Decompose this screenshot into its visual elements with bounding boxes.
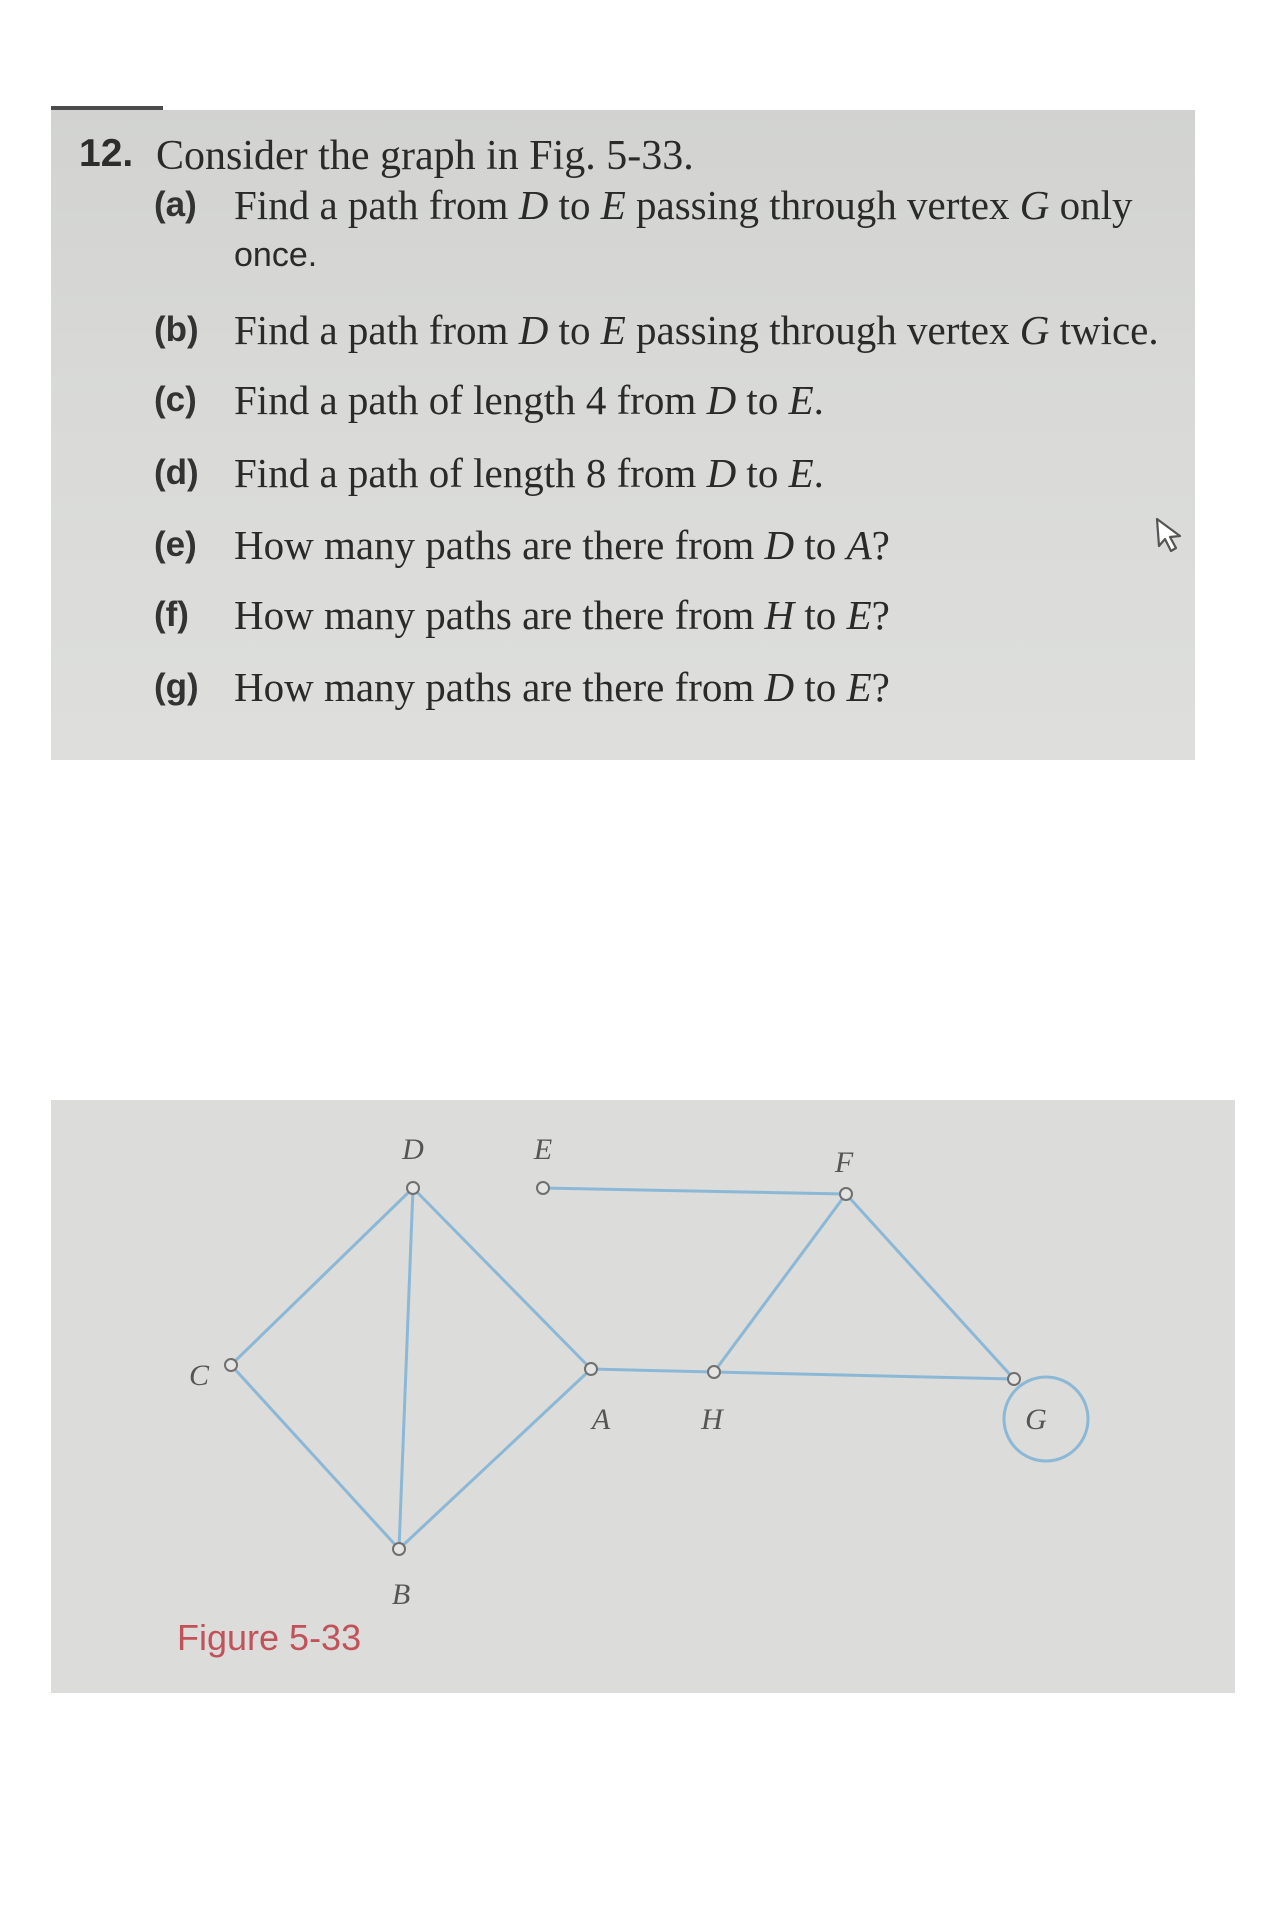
text-run: Find a path from <box>234 307 519 353</box>
vertex-name: G <box>1019 307 1050 353</box>
text-run: Find a path from <box>234 182 519 228</box>
vertex-label-G: G <box>1025 1402 1047 1436</box>
edge-D-B <box>399 1188 413 1549</box>
text-run: . <box>813 377 824 423</box>
edge-E-F <box>543 1188 846 1194</box>
edge-H-F <box>714 1194 846 1372</box>
vertex-name: D <box>764 664 795 710</box>
text-run: only <box>1049 182 1133 228</box>
part-text <box>234 590 890 640</box>
part-label: (g) <box>154 667 199 706</box>
vertex-name: D <box>706 377 737 423</box>
part-continuation: once. <box>234 236 318 274</box>
part-label: (a) <box>154 185 197 224</box>
vertex-name: E <box>788 450 814 496</box>
text-run: ? <box>871 522 890 568</box>
text-run: Find a path of length 8 from <box>234 450 707 496</box>
part-label: (b) <box>154 310 199 349</box>
vertex-label-C: C <box>188 1358 210 1392</box>
vertex-name: D <box>518 182 549 228</box>
part-text <box>234 375 824 425</box>
edge-D-A <box>413 1188 591 1369</box>
vertex-name: E <box>600 307 626 353</box>
vertex-G <box>1008 1373 1020 1385</box>
text-run: to <box>794 522 847 568</box>
part-text <box>234 662 890 712</box>
vertex-name: E <box>788 377 814 423</box>
text-run: twice. <box>1049 307 1159 353</box>
text-run: to <box>548 182 601 228</box>
vertex-label-E: E <box>533 1132 553 1166</box>
figure-caption: Figure 5-33 <box>177 1617 362 1658</box>
edge-H-G <box>714 1372 1014 1379</box>
vertex-name: E <box>600 182 626 228</box>
vertex-D <box>407 1182 419 1194</box>
vertex-name: D <box>764 522 795 568</box>
figure-panel <box>51 1100 1235 1693</box>
text-run: to <box>794 592 847 638</box>
text-run: How many paths are there from <box>234 592 765 638</box>
text-run: passing through vertex <box>625 307 1020 353</box>
text-run: Find a path of length 4 from <box>234 377 707 423</box>
vertex-E <box>537 1182 549 1194</box>
mouse-cursor-icon <box>1153 516 1187 556</box>
part-text <box>234 448 824 498</box>
text-run: passing through vertex <box>625 182 1020 228</box>
text-run: How many paths are there from <box>234 522 765 568</box>
vertex-name: A <box>846 522 872 568</box>
question-stem: Consider the graph in Fig. 5-33. <box>156 133 694 179</box>
edge-F-G <box>846 1194 1014 1379</box>
vertex-label-B: B <box>391 1577 411 1611</box>
vertex-name: G <box>1019 182 1050 228</box>
graph-figure <box>51 1100 1235 1693</box>
vertex-F <box>840 1188 852 1200</box>
question-number: 12. <box>79 132 134 175</box>
part-text <box>234 305 1159 355</box>
part-label: (f) <box>154 595 189 634</box>
text-run: to <box>736 450 789 496</box>
problem-panel <box>51 110 1195 760</box>
vertex-label-H: H <box>701 1402 723 1436</box>
part-label: (e) <box>154 525 197 564</box>
part-text <box>234 180 1133 230</box>
vertex-name: E <box>846 592 872 638</box>
vertex-B <box>393 1543 405 1555</box>
vertex-label-A: A <box>591 1402 611 1436</box>
vertex-H <box>708 1366 720 1378</box>
vertex-A <box>585 1363 597 1375</box>
part-text <box>234 520 890 570</box>
edge-A-H <box>591 1369 714 1372</box>
part-label: (d) <box>154 453 199 492</box>
vertex-label-F: F <box>834 1145 854 1179</box>
edge-C-B <box>231 1365 399 1549</box>
text-run: to <box>548 307 601 353</box>
text-run: to <box>794 664 847 710</box>
text-run: to <box>736 377 789 423</box>
text-run: ? <box>871 592 890 638</box>
vertex-name: E <box>846 664 872 710</box>
vertex-C <box>225 1359 237 1371</box>
text-run: How many paths are there from <box>234 664 765 710</box>
text-run: . <box>813 450 824 496</box>
vertex-name: D <box>518 307 549 353</box>
vertex-name: D <box>706 450 737 496</box>
text-run: ? <box>871 664 890 710</box>
vertex-label-D: D <box>402 1132 424 1166</box>
part-label: (c) <box>154 380 197 419</box>
vertex-name: H <box>764 592 795 638</box>
edge-B-A <box>399 1369 591 1549</box>
edge-D-C <box>231 1188 413 1365</box>
